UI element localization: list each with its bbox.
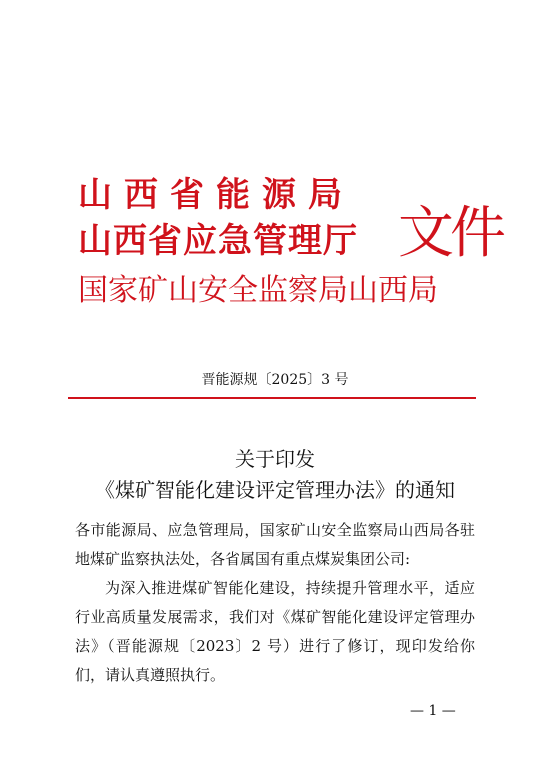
header-issuer-energy-bureau: 山西省能源局 — [78, 175, 354, 215]
body-paragraph: 为深入推进煤矿智能化建设，持续提升管理水平，适应行业高质量发展需求，我们对《煤矿智能化建设评定管理办法》（晋能源规〔2023〕2 号）进行了修订，现印发给你们，请认真遵照执行。 — [75, 579, 475, 684]
header-document-type: 文件 — [398, 201, 502, 266]
document-number: 晋能源规〔2025〕3 号 — [201, 372, 349, 388]
document-title-line-2: 《煤矿智能化建设评定管理办法》的通知 — [95, 478, 455, 502]
header-issuer-mine-safety-bureau: 国家矿山安全监察局山西局 — [78, 273, 438, 308]
red-separator-line — [68, 397, 476, 399]
document-title-line-1: 关于印发 — [235, 447, 315, 471]
page-number: — 1 — — [410, 703, 456, 719]
header-issuer-emergency-department: 山西省应急管理厅 — [78, 221, 358, 261]
addressee-paragraph: 各市能源局、应急管理局，国家矿山安全监察局山西局各驻地煤矿监察执法处，各省属国有重点煤炭集团公司: — [75, 521, 475, 568]
